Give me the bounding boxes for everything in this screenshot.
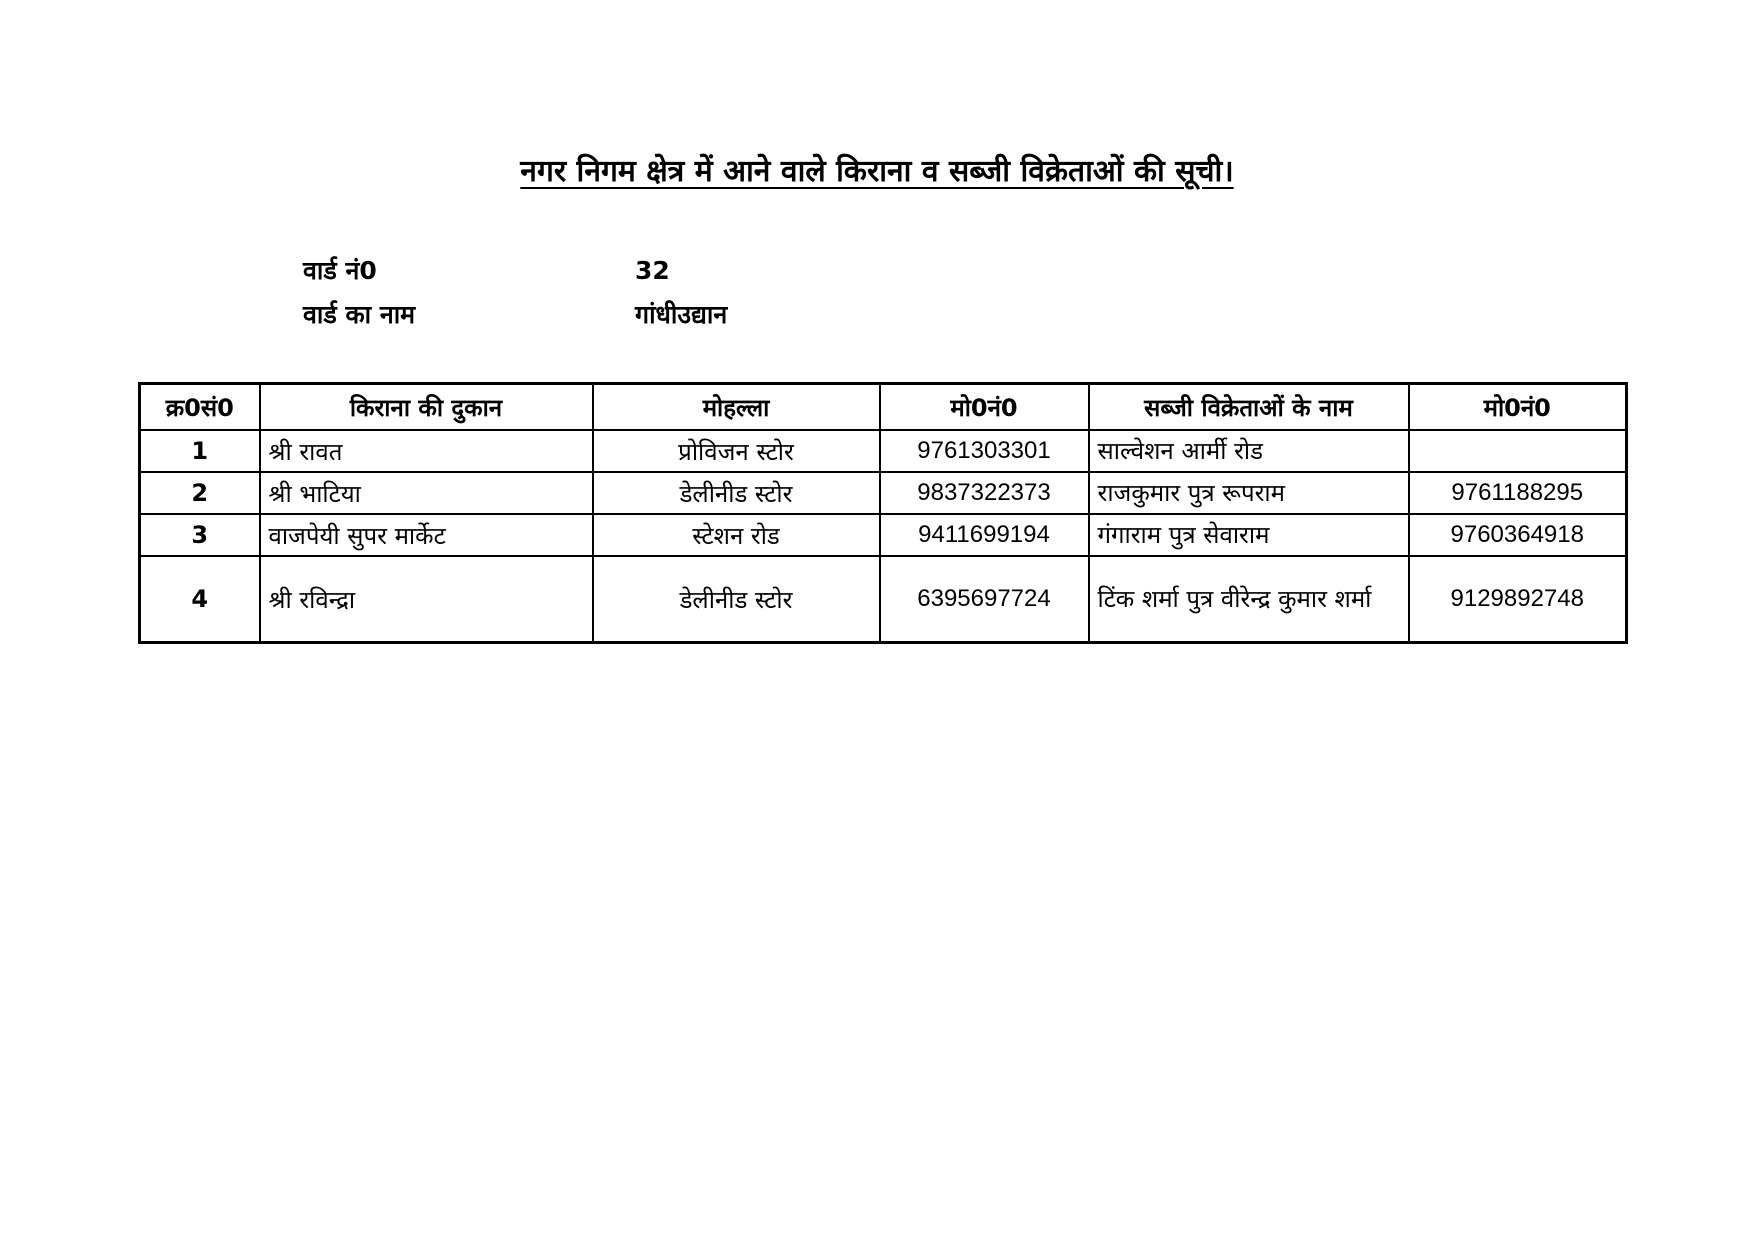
document-title-text: नगर निगम क्षेत्र में आने वाले किराना व सब्जी विक्रेताओं की सूची। [520,154,1234,189]
header-mobile-1: मो0नं0 [880,384,1089,431]
ward-name-label: वार्ड का नाम [303,300,416,329]
ward-name-value: गांधीउद्यान [635,300,728,329]
cell-shop: वाजपेयी सुपर मार्केट [260,514,593,556]
cell-shop: श्री रविन्द्रा [260,556,593,643]
cell-mobile-2: 9129892748 [1409,556,1627,643]
cell-vendor: राजकुमार पुत्र रूपराम [1089,472,1409,514]
cell-mohalla: डेलीनीड स्टोर [593,472,880,514]
cell-vendor: गंगाराम पुत्र सेवाराम [1089,514,1409,556]
cell-mobile-1: 6395697724 [880,556,1089,643]
table-row [140,514,1627,556]
cell-vendor: साल्वेशन आर्मी रोड [1089,430,1409,472]
table-header-row [140,384,1627,431]
cell-mobile-2 [1409,430,1627,472]
cell-mobile-2: 9761188295 [1409,472,1627,514]
cell-mobile-2: 9760364918 [1409,514,1627,556]
header-sno: क्र0सं0 [140,384,260,431]
cell-mohalla: डेलीनीड स्टोर [593,556,880,643]
cell-sno: 2 [140,472,260,514]
cell-mohalla: प्रोविजन स्टोर [593,430,880,472]
ward-number-row [303,253,670,289]
table-row [140,430,1627,472]
cell-sno: 1 [140,430,260,472]
header-mohalla: मोहल्ला [593,384,880,431]
cell-shop: श्री रावत [260,430,593,472]
cell-mobile-1: 9411699194 [880,514,1089,556]
header-shop: किराना की दुकान [260,384,593,431]
vendor-table [138,382,1628,644]
cell-mobile-1: 9837322373 [880,472,1089,514]
ward-number-value: 32 [635,256,670,285]
cell-vendor: टिंक शर्मा पुत्र वीरेन्द्र कुमार शर्मा [1089,556,1409,643]
cell-mohalla: स्टेशन रोड [593,514,880,556]
table-row [140,472,1627,514]
ward-number-label: वार्ड नं0 [303,256,377,285]
cell-mobile-1: 9761303301 [880,430,1089,472]
cell-sno: 4 [140,556,260,643]
cell-shop: श्री भाटिया [260,472,593,514]
header-vendor: सब्जी विक्रेताओं के नाम [1089,384,1409,431]
document-title [0,152,1754,192]
table-row [140,556,1627,643]
ward-name-row [303,297,727,333]
header-mobile-2: मो0नं0 [1409,384,1627,431]
cell-sno: 3 [140,514,260,556]
